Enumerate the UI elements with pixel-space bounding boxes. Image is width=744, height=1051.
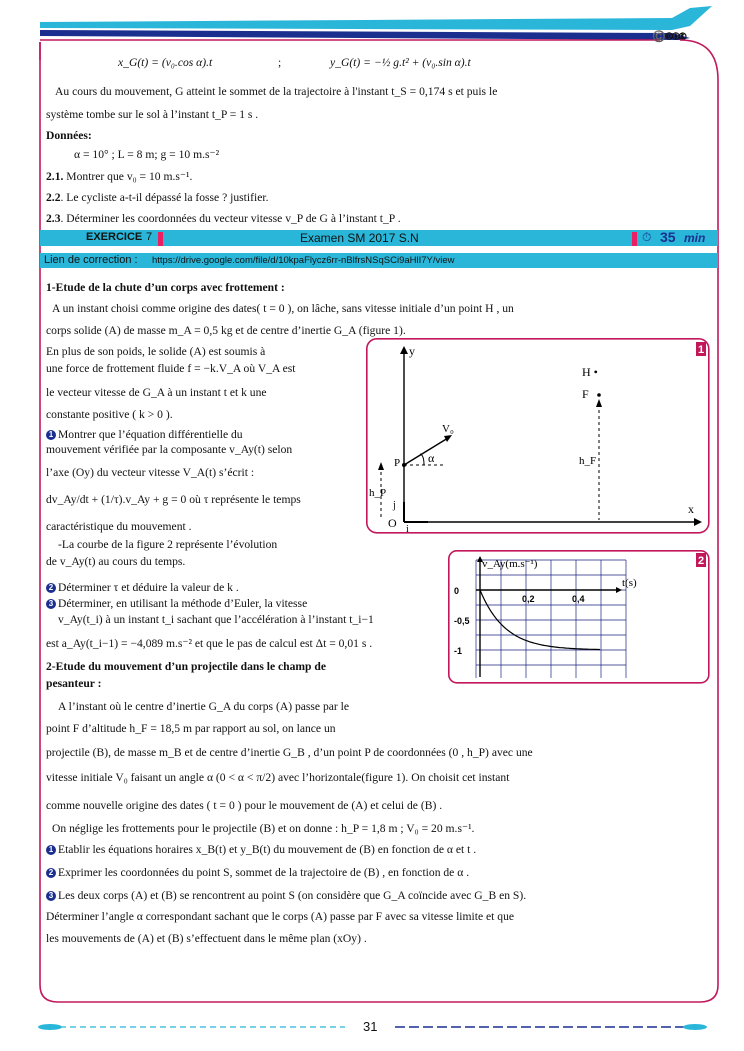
part1-q3-l2: v_Ay(t_i) à un instant t_i sachant que l’accélération à l’instant t_i−1 bbox=[58, 613, 374, 626]
time-value: 35 bbox=[660, 229, 676, 245]
exercise-marker bbox=[158, 232, 163, 246]
q2-bullet: 2 bbox=[46, 583, 56, 593]
time-marker bbox=[632, 232, 637, 246]
eq-separator: ; bbox=[278, 56, 282, 69]
q22-text: . Le cycliste a-t-il dépassé la fosse ? justifier. bbox=[60, 191, 269, 204]
page-number: 31 bbox=[363, 1019, 378, 1034]
q21-num: 2.1. bbox=[46, 170, 64, 183]
fig2-y-tick: 0 bbox=[454, 586, 460, 596]
fig2-y-tick: -0,5 bbox=[454, 616, 470, 626]
part1-q3-l1: Déterminer, en utilisant la méthode d’Euler, la vitesse bbox=[58, 597, 308, 610]
q23-num: 2.3 bbox=[46, 212, 61, 225]
fig2-y-label: v_Ay(m.s⁻¹) bbox=[482, 558, 538, 570]
part1-q1-l2: mouvement vérifiée par la composante v_Ay(t) selon bbox=[46, 443, 293, 456]
part2-title-l1: 2-Etude du mouvement d’un projectile dans le champ de bbox=[46, 660, 326, 673]
fig1-j-label: j bbox=[393, 500, 396, 511]
part1-l2: corps solide (A) de masse m_A = 0,5 kg et de centre d’inertie G_A (figure 1). bbox=[46, 324, 406, 337]
q22-num: 2.2 bbox=[46, 191, 61, 204]
fig1-alpha-label: α bbox=[428, 451, 435, 465]
part1-l6: constante positive ( k > 0 ). bbox=[46, 408, 173, 421]
eq-xg: x_G(t) = (v₀.cos α).t bbox=[118, 56, 213, 69]
q21-text: Montrer que v₀ = 10 m.s⁻¹. bbox=[66, 170, 193, 183]
fig2-badge: 2 bbox=[698, 555, 705, 567]
part1-l4: une force de frottement fluide f = −k.V_A où V_A est bbox=[46, 362, 296, 375]
text-p1: Au cours du mouvement, G atteint le sommet de la trajectoire à l'instant t_S = 0,174 s et puis le bbox=[55, 85, 498, 98]
fig2-x-tick: 0,4 bbox=[572, 594, 585, 604]
fig1-hp-label: h_P bbox=[369, 487, 387, 499]
q1-bullet: 1 bbox=[46, 430, 56, 440]
part2-q3-l3: les mouvements de (A) et (B) s’effectuent dans le même plan (xOy) . bbox=[46, 932, 367, 945]
link-label: Lien de correction : bbox=[44, 254, 138, 266]
part2-q2: Exprimer les coordonnées du point S, sommet de la trajectoire de (B) , en fonction de α . bbox=[58, 866, 470, 879]
license-badge: ©️🅭🅯🅮 bbox=[652, 31, 687, 43]
fig1-h-label: H • bbox=[582, 365, 598, 379]
fig1-f-label: F bbox=[582, 387, 589, 401]
figure-2 bbox=[448, 550, 710, 684]
fig1-i-label: i bbox=[406, 524, 409, 534]
part1-l3: En plus de son poids, le solide (A) est soumis à bbox=[46, 345, 266, 358]
part1-q1-l3: l’axe (Oy) du vecteur vitesse V_A(t) s’écrit : bbox=[46, 466, 255, 479]
part1-q1-eq: dv_Ay/dt + (1/τ).v_Ay + g = 0 où τ représente le temps bbox=[46, 493, 301, 506]
q23-text: . Déterminer les coordonnées du vecteur vitesse v_P de G à l’instant t_P . bbox=[60, 212, 401, 225]
exercise-label: EXERCICE bbox=[86, 231, 143, 243]
p2-q2-bullet: 2 bbox=[46, 868, 56, 878]
fig2-y-tick: -1 bbox=[454, 646, 463, 656]
figure-1 bbox=[366, 338, 710, 534]
donnees-label: Données: bbox=[46, 129, 92, 142]
fig1-v0-label: V₀ bbox=[442, 423, 454, 435]
part1-title: 1-Etude de la chute d’un corps avec frottement : bbox=[46, 281, 285, 294]
part1-l1: A un instant choisi comme origine des dates( t = 0 ), on lâche, sans vitesse initiale d’un point H , un bbox=[52, 302, 514, 315]
clock-icon: ⏱ bbox=[642, 230, 652, 244]
p2-q1-bullet: 1 bbox=[46, 845, 56, 855]
fig2-x-tick: 0,2 bbox=[522, 594, 535, 604]
part2-q3-l2: Déterminer l’angle α correspondant sachant que le corps (A) passe par F avec sa vitesse limite et que bbox=[46, 910, 515, 923]
p2-q3-bullet: 3 bbox=[46, 891, 56, 901]
part1-q1-l1: Montrer que l’équation différentielle du bbox=[58, 428, 243, 441]
fig1-hf-label: h_F bbox=[579, 455, 597, 467]
part2-title-l2: pesanteur : bbox=[46, 677, 102, 690]
part2-q3-l1: Les deux corps (A) et (B) se rencontrent au point S (on considère que G_A coïncide avec G_B en S). bbox=[58, 889, 527, 902]
q3-bullet: 3 bbox=[46, 599, 56, 609]
part2-l3: projectile (B), de masse m_B et de centre d’inertie G_B , d’un point P de coordonnées (0 , h_P) avec une bbox=[46, 746, 533, 759]
fig1-y-label: y bbox=[409, 344, 415, 358]
fig1-p-label: P bbox=[394, 457, 401, 469]
eq-yg: y_G(t) = −½ g.t² + (v₀.sin α).t bbox=[330, 56, 471, 69]
part1-q1-l5: caractéristique du mouvement . bbox=[46, 520, 192, 533]
exercise-title: Examen SM 2017 S.N bbox=[300, 231, 419, 245]
fig2-x-label: t(s) bbox=[622, 577, 637, 589]
part2-l4: vitesse initiale V₀ faisant un angle α (0 < α < π/2) avec l’horizontale(figure 1). On choisit cet instant bbox=[46, 771, 510, 784]
fig1-o-label: O bbox=[388, 516, 397, 530]
fig1-badge: 1 bbox=[698, 344, 705, 356]
text-p2: système tombe sur le sol à l’instant t_P = 1 s . bbox=[46, 108, 259, 121]
correction-link[interactable]: https://drive.google.com/file/d/10kpaFlycz6rr-nBlfrsNSqSCi9aHlI7Y/view bbox=[152, 255, 455, 266]
part2-l1: A l’instant où le centre d’inertie G_A du corps (A) passe par le bbox=[58, 700, 350, 713]
time-unit: min bbox=[684, 231, 706, 245]
part1-q2: Déterminer τ et déduire la valeur de k . bbox=[58, 581, 239, 594]
part2-l6: On néglige les frottements pour le projectile (B) et on donne : h_P = 1,8 m ; V₀ = 20 m.s⁻¹. bbox=[52, 822, 475, 835]
part2-l5: comme nouvelle origine des dates ( t = 0 ) pour le mouvement de (A) et celui de (B) . bbox=[46, 799, 443, 812]
part1-q3-l3: est a_Ay(t_i−1) = −4,089 m.s⁻² et que le pas de calcul est Δt = 0,01 s . bbox=[46, 637, 373, 650]
part1-l5: le vecteur vitesse de G_A à un instant t et k une bbox=[46, 386, 267, 399]
curve-l2: de v_Ay(t) au cours du temps. bbox=[46, 555, 186, 568]
part2-l2: point F d’altitude h_F = 18,5 m par rapport au sol, on lance un bbox=[46, 722, 336, 735]
exercise-number: 7 bbox=[146, 231, 153, 243]
curve-l1: -La courbe de la figure 2 représente l’évolution bbox=[58, 538, 278, 551]
donnees-values: α = 10° ; L = 8 m; g = 10 m.s⁻² bbox=[74, 148, 220, 161]
part2-q1: Etablir les équations horaires x_B(t) et y_B(t) du mouvement de (B) en fonction de α et t . bbox=[58, 843, 477, 856]
fig1-x-label: x bbox=[688, 502, 694, 516]
